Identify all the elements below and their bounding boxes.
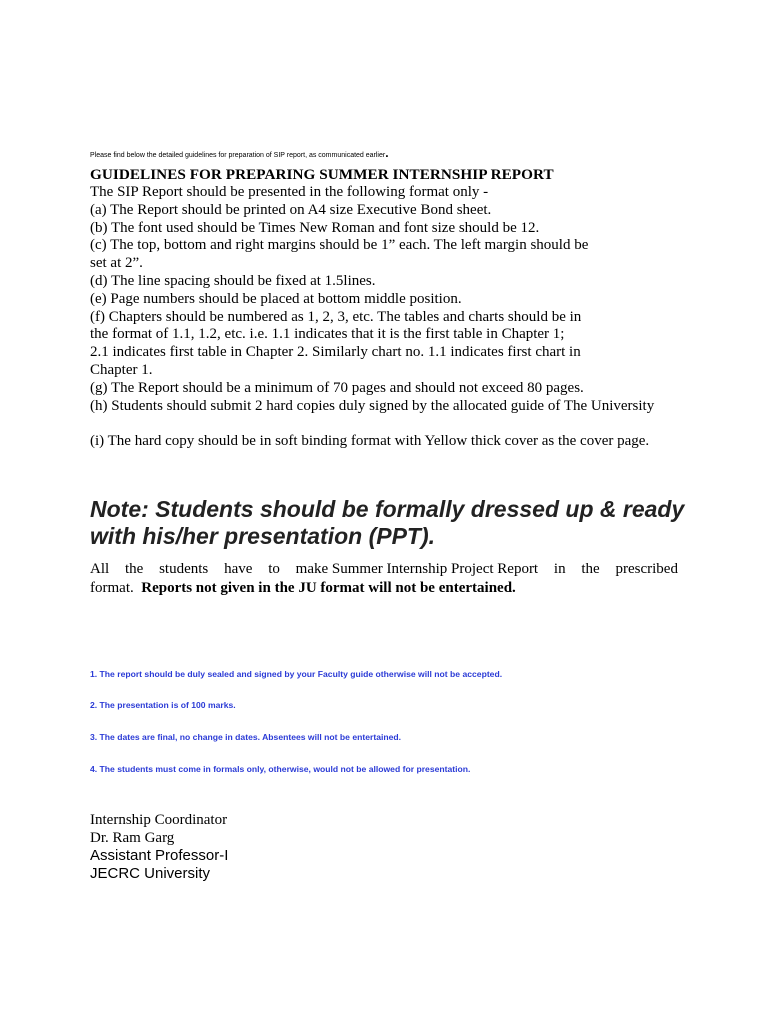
guideline-line: (g) The Report should be a minimum of 70 pages and should not exceed 80 pages.: [90, 379, 584, 396]
dress-note: [90, 496, 690, 550]
guideline-line: the format of 1.1, 1.2, etc. i.e. 1.1 indicates that it is the first table in Chapter 1;: [90, 326, 565, 343]
guideline-line: (c) The top, bottom and right margins should be 1” each. The left margin should be: [90, 237, 589, 254]
word: students: [159, 561, 209, 577]
word: the: [581, 561, 600, 577]
format-paragraph-line2: [90, 579, 678, 598]
guidelines-heading: GUIDELINES FOR PREPARING SUMMER INTERNSHIP REPORT: [90, 166, 554, 183]
signature-name: Dr. Ram Garg: [90, 830, 175, 846]
guideline-line: (h) Students should submit 2 hard copies duly signed by the allocated guide of The University: [90, 397, 655, 414]
format-paragraph-line1: [90, 560, 678, 579]
word: make Summer Internship Project Report: [295, 561, 539, 577]
guideline-line: (d) The line spacing should be fixed at 1.5lines.: [90, 272, 376, 289]
blank-line: [90, 415, 690, 433]
format-warning: Reports not given in the JU format will not be entertained.: [141, 580, 516, 596]
word: in: [553, 561, 566, 577]
signature-title: Assistant Professor-I: [90, 847, 229, 864]
note-line: Note: Students should be formally dressed up & ready: [90, 496, 685, 522]
rule-item: 4. The students must come in formals only, otherwise, would not be allowed for presentation.: [90, 764, 471, 774]
rule-item: 3. The dates are final, no change in dates. Absentees will not be entertained.: [90, 732, 402, 742]
format-plain: format.: [90, 580, 142, 596]
note-line: with his/her presentation (PPT).: [90, 523, 436, 549]
guideline-line: (e) Page numbers should be placed at bottom middle position.: [90, 290, 462, 307]
guidelines-list: [90, 184, 690, 451]
word: to: [268, 561, 280, 577]
word: All: [90, 561, 110, 577]
signature-org: JECRC University: [90, 865, 211, 882]
word: prescribed: [615, 561, 678, 577]
word: the: [124, 561, 144, 577]
intro-text: [90, 146, 389, 160]
guideline-line: set at 2”.: [90, 255, 143, 272]
guideline-line: (a) The Report should be printed on A4 size Executive Bond sheet.: [90, 201, 492, 218]
format-paragraph: [90, 560, 678, 598]
signature-role: Internship Coordinator: [90, 812, 228, 828]
rule-item: 1. The report should be duly sealed and signed by your Faculty guide otherwise will not be accepted.: [90, 669, 503, 679]
word: have: [224, 561, 253, 577]
guideline-line: The SIP Report should be presented in the following format only -: [90, 184, 489, 200]
guideline-line: (f) Chapters should be numbered as 1, 2, 3, etc. The tables and charts should be in: [90, 308, 582, 325]
intro-sentence: Please find below the detailed guidelines for preparation of SIP report, as communicated earlier: [90, 152, 386, 159]
signature-block: [90, 811, 228, 883]
guideline-line: Chapter 1.: [90, 361, 153, 378]
guideline-line: 2.1 indicates first table in Chapter 2. Similarly chart no. 1.1 indicates first chart in: [90, 344, 581, 361]
guideline-line: (i) The hard copy should be in soft binding format with Yellow thick cover as the cover page.: [90, 433, 650, 450]
guideline-line: (b) The font used should be Times New Roman and font size should be 12.: [90, 219, 540, 236]
intro-dot: .: [385, 146, 389, 160]
rule-item: 2. The presentation is of 100 marks.: [90, 700, 236, 710]
